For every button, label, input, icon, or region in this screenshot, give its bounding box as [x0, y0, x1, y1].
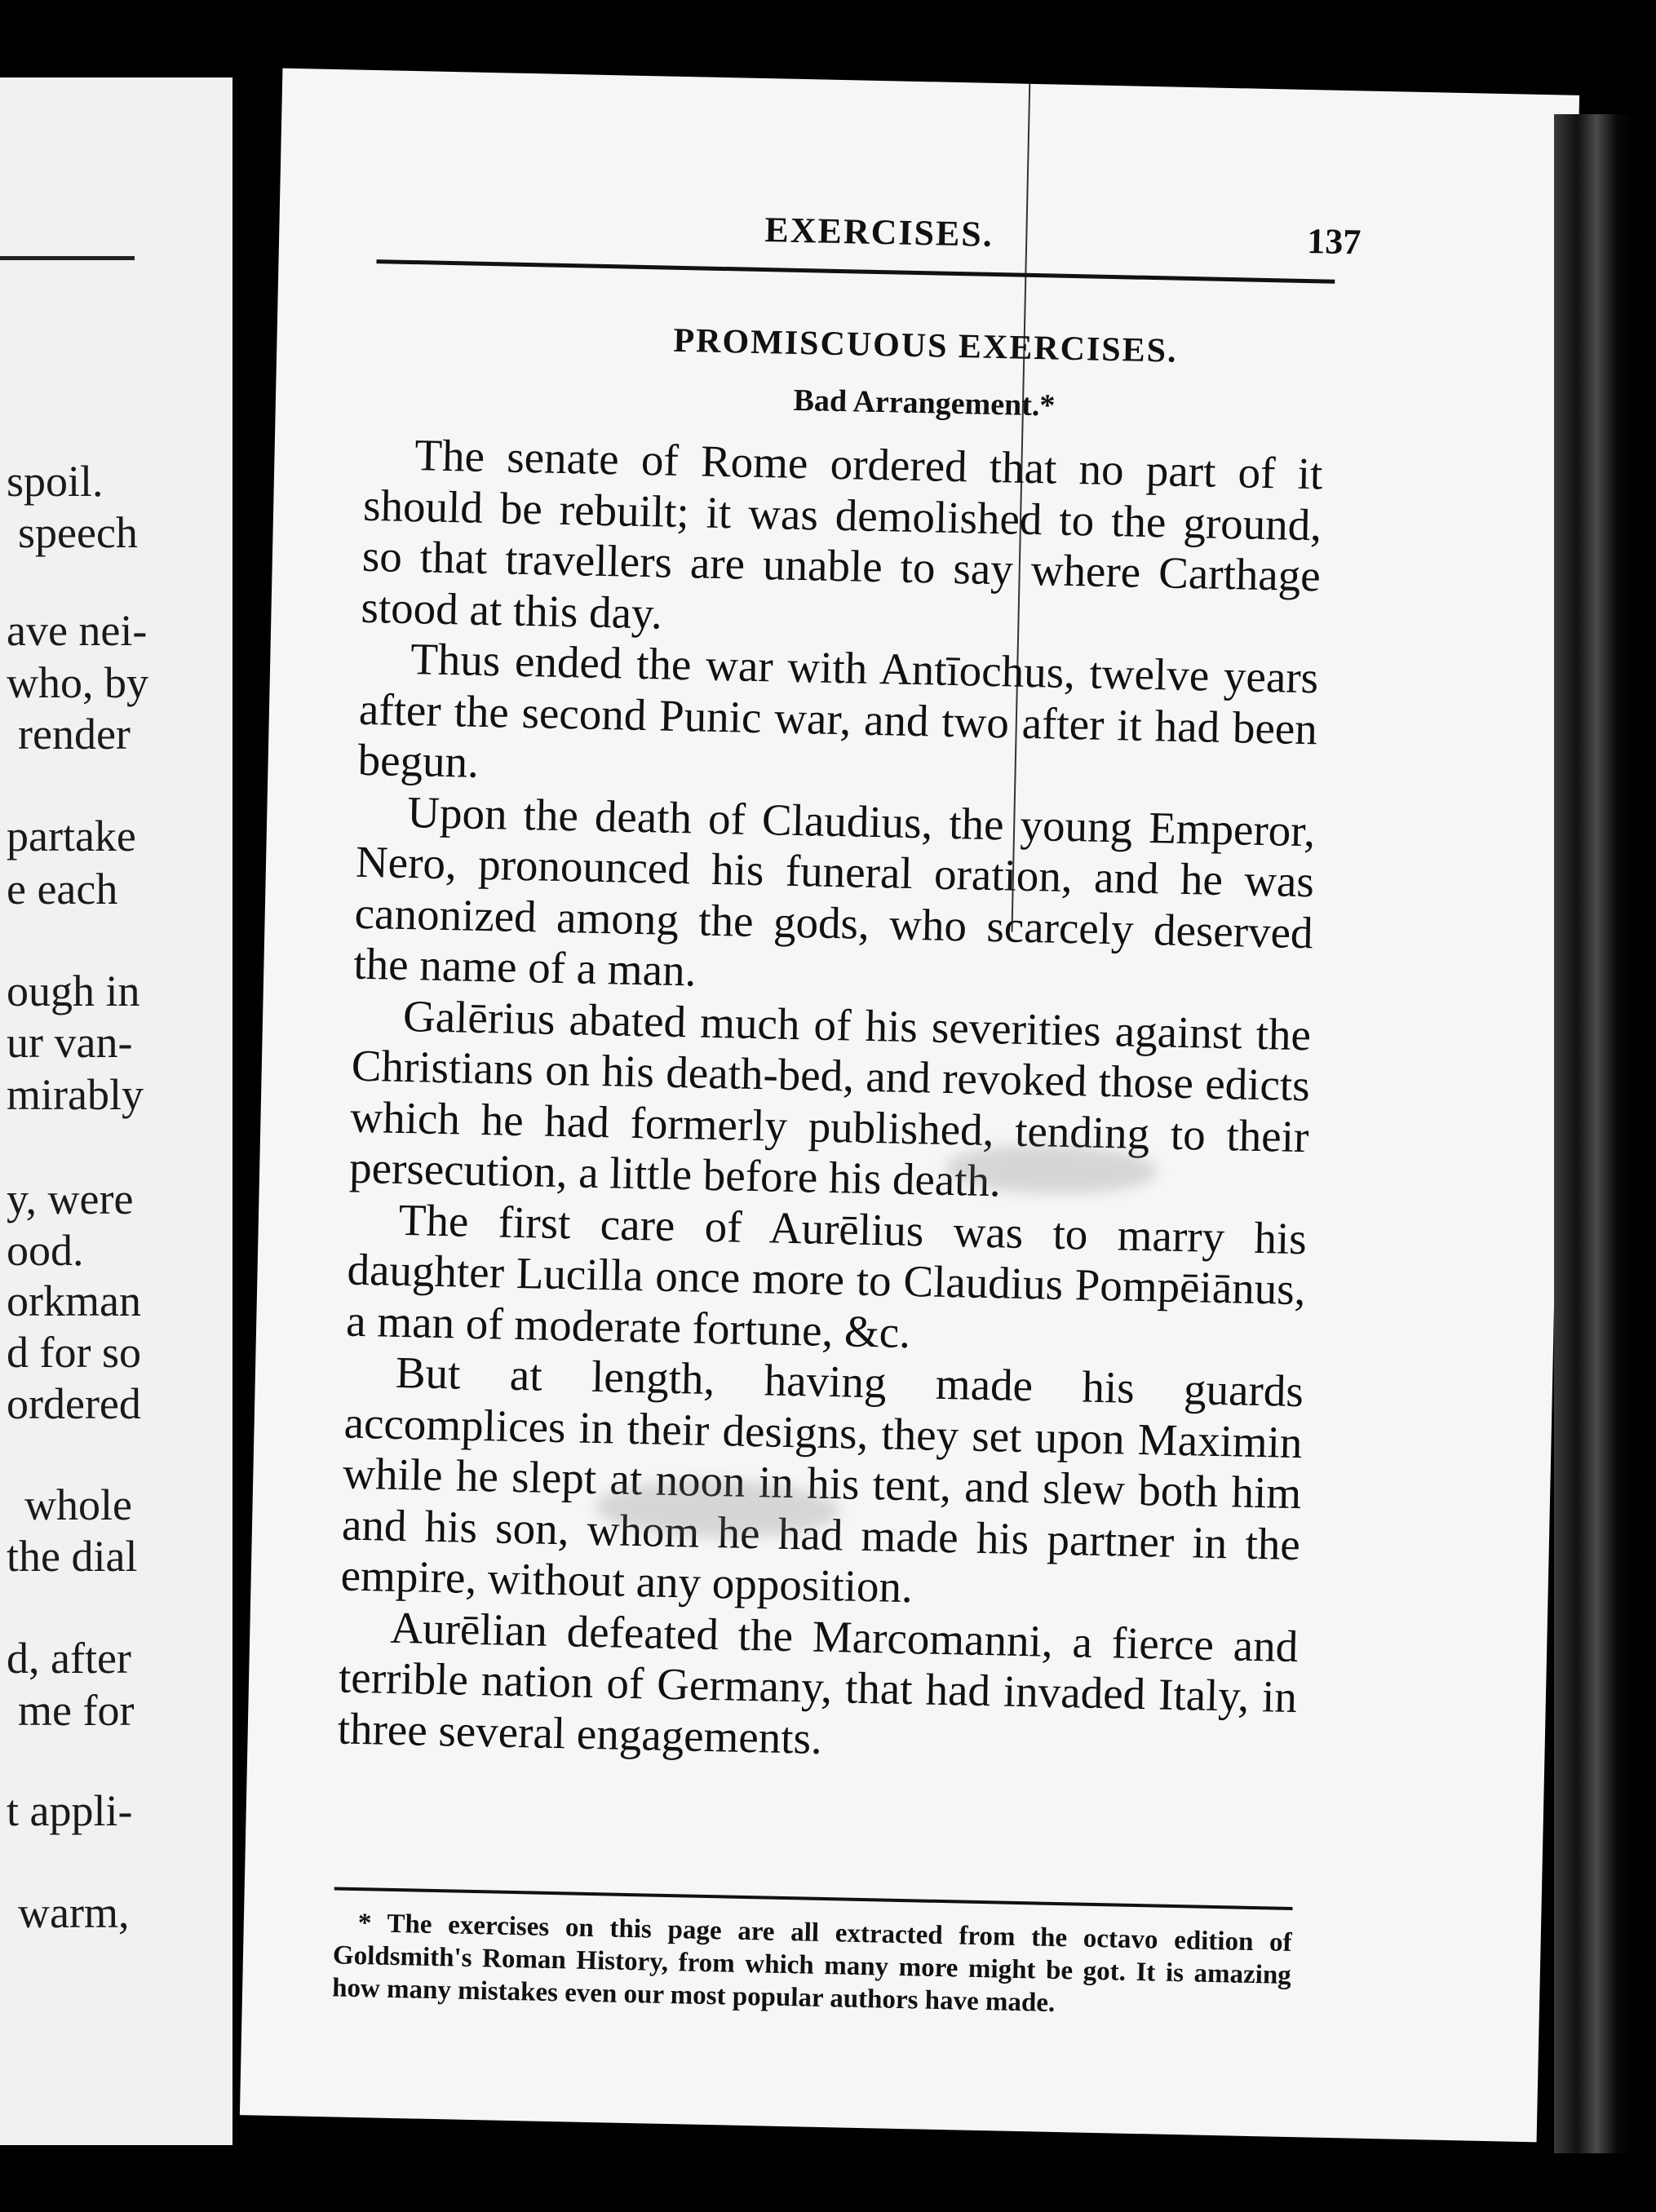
left-page-line: render	[18, 710, 131, 759]
left-page-line: d for so	[7, 1328, 141, 1377]
section-title: PROMISCUOUS EXERCISES.	[673, 321, 1178, 370]
left-page-line: y, were	[7, 1175, 134, 1223]
left-page-line: whole	[24, 1480, 132, 1529]
exercise-paragraph: The first care of Aurēlius was to marry his daughter Lucilla once more to Claudius Pompēiānus, a man of moderate fortune, &c.	[345, 1194, 1308, 1357]
footnote: * The exercises on this page are all extracted from the octavo edition of Goldsmith's Roman History, from which many more might be got. It is amazing how many mistakes even our most popular authors have made.	[331, 1909, 1292, 2018]
left-page-line: speech	[18, 508, 138, 557]
exercise-paragraph: The senate of Rome ordered that no part of it should be rebuilt; it was demolished to the ground, so that travellers are unable to say where Carthage stood at this day.	[361, 430, 1323, 639]
footnote-rule	[334, 1887, 1293, 1910]
book-page	[240, 69, 1579, 2143]
page-stack-edge	[1554, 114, 1632, 2153]
left-facing-page	[0, 77, 232, 2145]
exercise-paragraph: Galērius abated much of his severities against the Christians on his death-bed, and revoked those edicts which he had formerly published, tending to their persecution, a little before his death.	[348, 990, 1312, 1206]
left-page-line: t appli-	[7, 1786, 133, 1835]
left-page-line: ough in	[7, 967, 140, 1015]
left-page-line: e each	[7, 865, 118, 914]
exercise-paragraph: Thus ended the war with Antīochus, twelve years after the second Punic war, and two after it had been begun.	[357, 634, 1319, 787]
left-page-rule	[0, 256, 135, 260]
left-page-line: d, after	[7, 1634, 131, 1683]
exercise-paragraph: Upon the death of Claudius, the young Emperor, Nero, pronounced his funeral oration, and he was canonized among the gods, who scarcely deserved the name of a man.	[352, 786, 1316, 996]
section-subtitle: Bad Arrangement.*	[793, 383, 1056, 423]
left-page-line: ordered	[7, 1379, 141, 1428]
left-page-line: the dial	[7, 1532, 138, 1581]
left-page-line: me for	[18, 1686, 135, 1735]
left-page-line: ood.	[7, 1226, 84, 1275]
left-page-line: ave nei-	[7, 606, 148, 655]
running-head: EXERCISES.	[764, 210, 994, 254]
header-rule	[376, 259, 1335, 284]
left-page-line: partake	[7, 812, 136, 860]
exercise-body	[337, 429, 1323, 1774]
left-page-line: mirably	[7, 1070, 144, 1119]
left-page-line: orkman	[7, 1276, 141, 1325]
left-page-line: spoil.	[7, 457, 104, 506]
page-number: 137	[1306, 220, 1362, 263]
exercise-paragraph: But at length, having made his guards accomplices in their designs, they set upon Maximin while he slept at noon in his tent, and slew both him and his son, whom he had made his partner in the empire, without any opposition.	[340, 1347, 1304, 1613]
left-page-line: warm,	[18, 1888, 130, 1937]
left-page-line: ur van-	[7, 1018, 133, 1067]
left-page-line: who, by	[7, 658, 148, 707]
exercise-paragraph: Aurēlian defeated the Marcomanni, a fierce and terrible nation of Germany, that had invaded Italy, in three several engagements.	[337, 1602, 1299, 1763]
